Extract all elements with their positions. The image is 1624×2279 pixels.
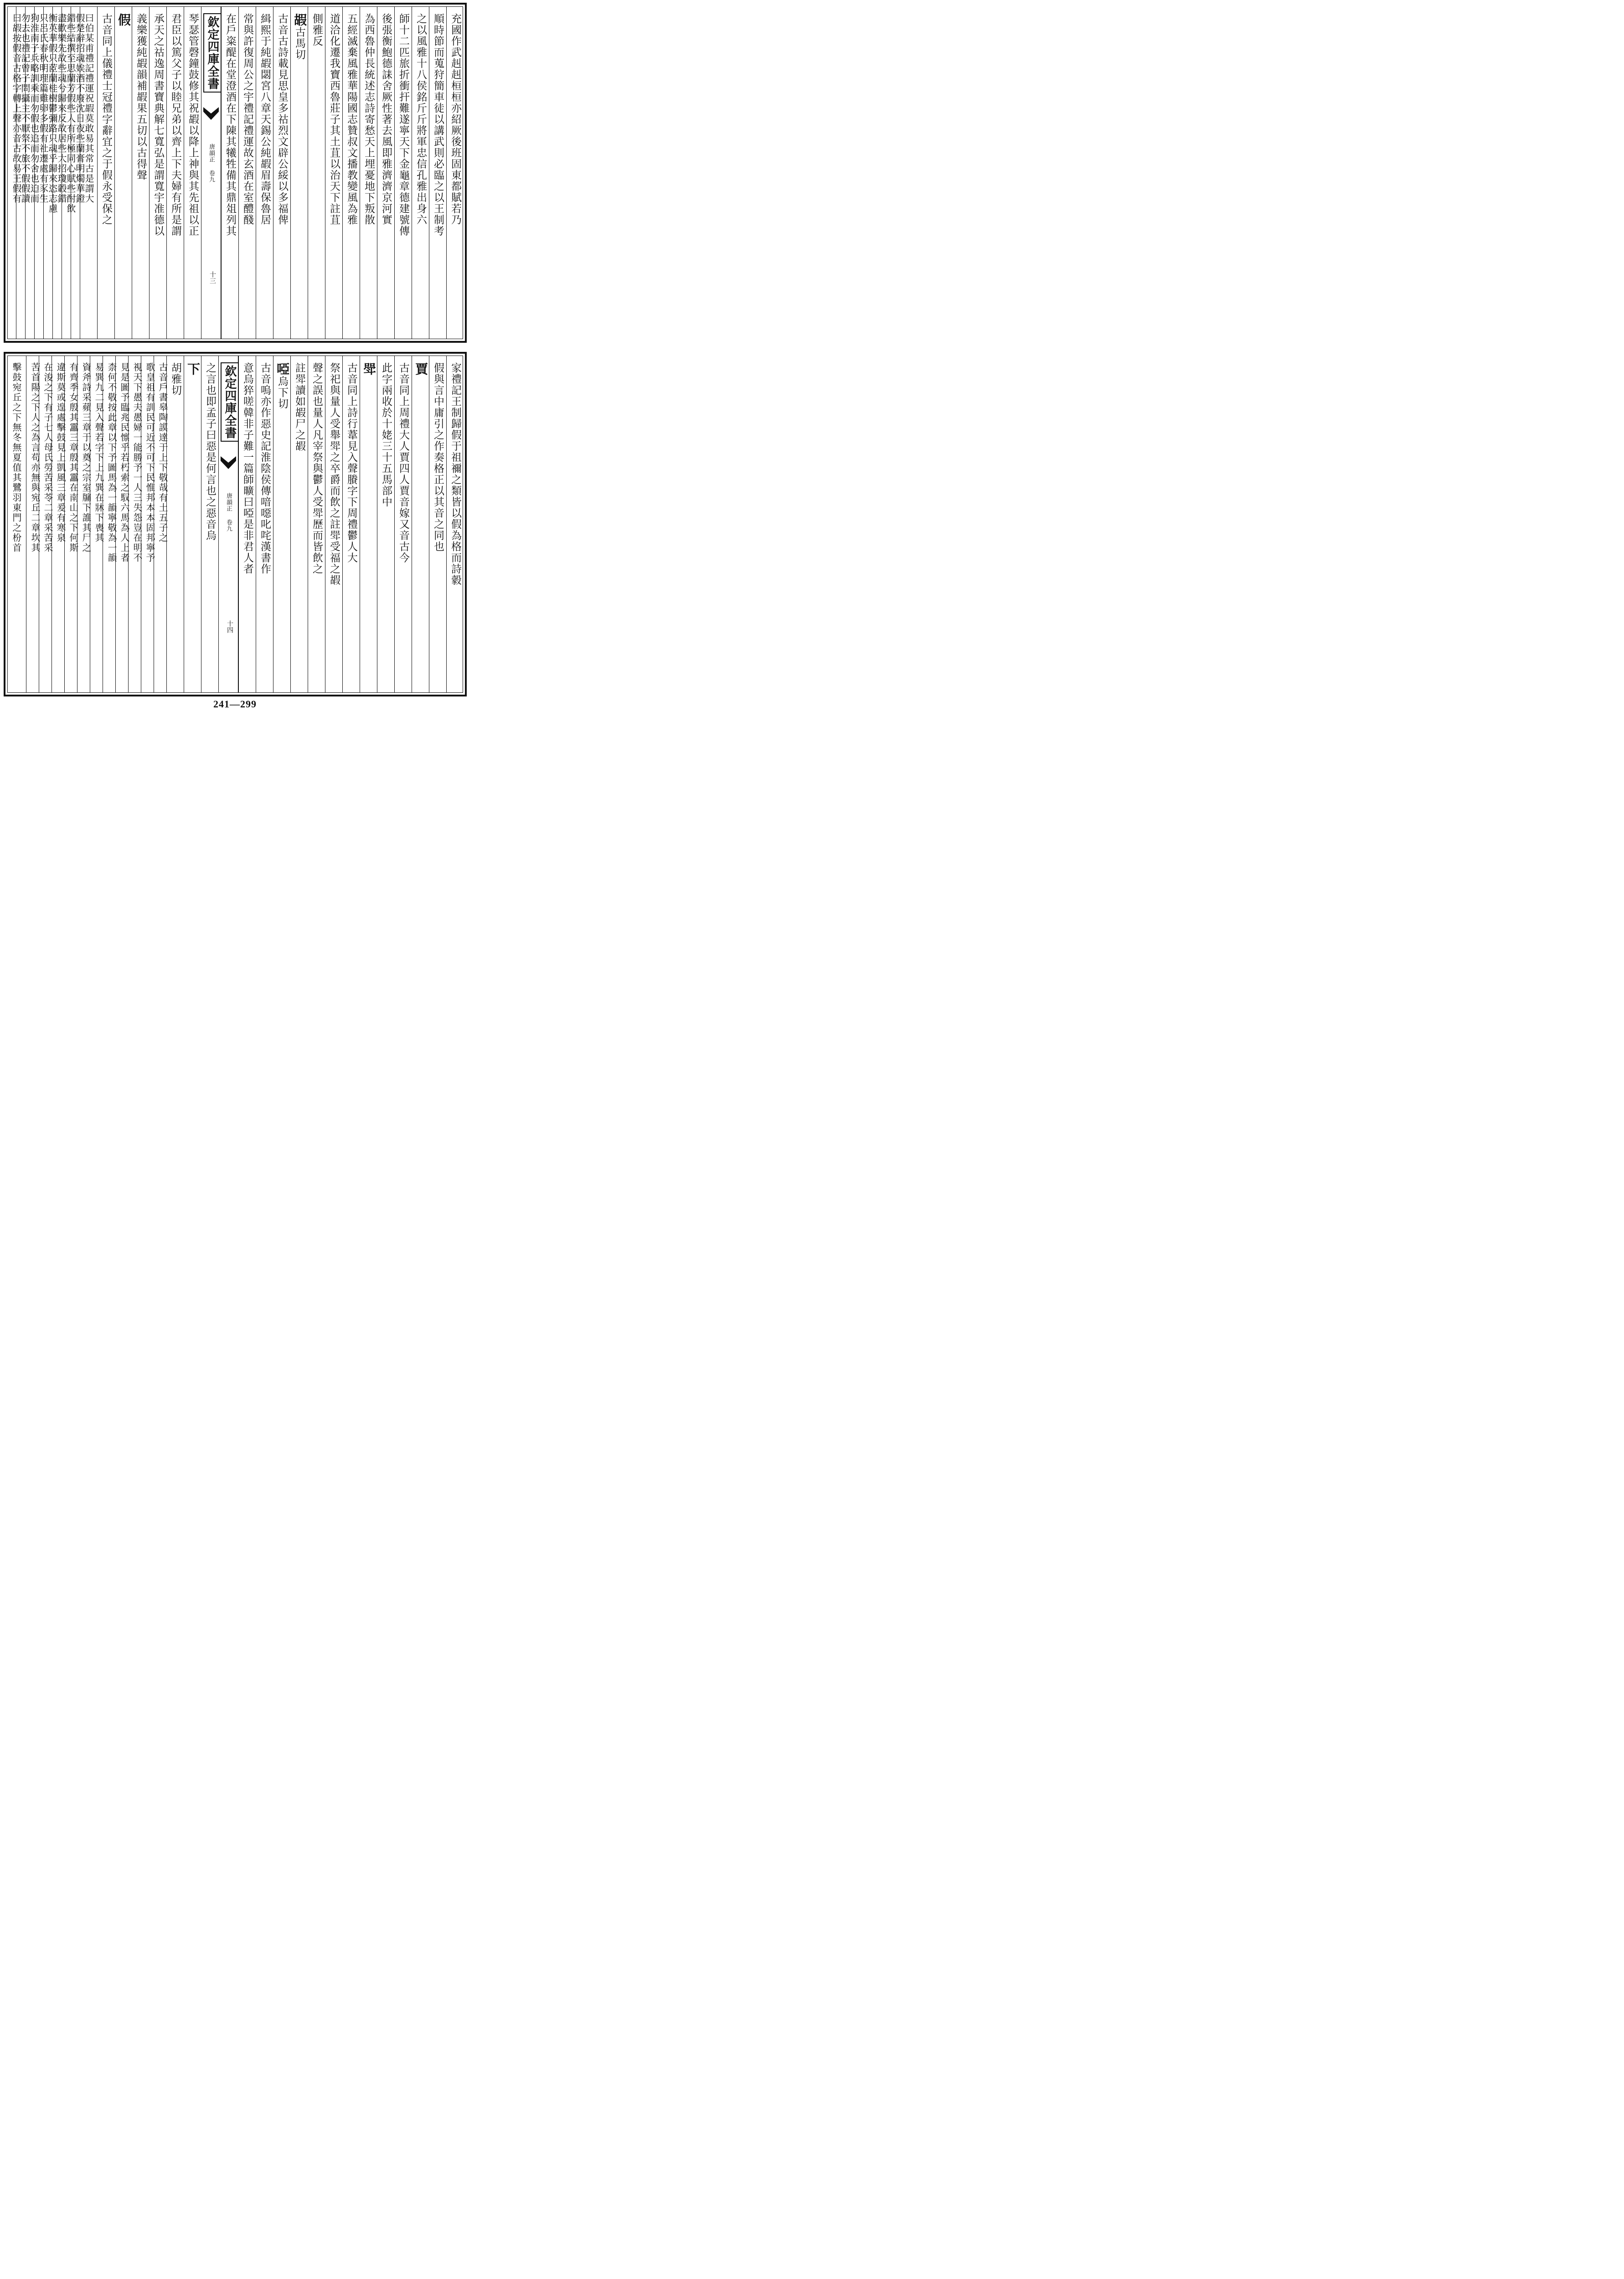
- bot-col-14: 歌皇祖有訓民可近不可下民惟邦本本固邦寧予: [141, 356, 154, 692]
- fish-tail-icon: [221, 456, 236, 470]
- book-title: 欽定四庫全書: [203, 13, 222, 93]
- bot-col-10: 意烏猝嗟韓非子難一篇師曠曰啞是非君人者: [238, 356, 256, 692]
- bot-col-4: 此字兩收於十姥三十五馬部中: [377, 356, 394, 692]
- bottom-page-frame: [7, 356, 463, 693]
- top-col-heading-gu: 嘏古馬切: [290, 7, 308, 339]
- bot-col-9: 古音嗚亦作惡史記淮陰侯傳喑噁叱咤漢書作: [256, 356, 273, 692]
- heading-ya: 啞: [275, 362, 290, 376]
- page-number: 十三: [209, 271, 216, 284]
- top-col-22: 盡歡樂先故些魂兮歸來反故居些大招瓊轂錯: [52, 7, 70, 339]
- bot-col-12: 胡雅切: [166, 356, 184, 692]
- heading-jia: 假: [116, 13, 131, 27]
- bot-col-7: 聲之誤也量人凡宰祭與鬱人受斝歷而皆飲之: [308, 356, 325, 692]
- bot-col-19: 資斧詩采蘋三章于以奠之宗室牖下誰其尸之: [77, 356, 90, 692]
- top-col-1: 充國作武赳赳桓桓亦紹厥後班固東都賦若乃: [446, 7, 464, 339]
- top-col-2: 順時節而蒐狩簡車徒以講武則必臨之以王制考: [429, 7, 446, 339]
- top-col-6: 為西魯仲長統述志詩寄愁天上埋憂地下叛散: [360, 7, 377, 339]
- bot-col-heading-jia3: [360, 356, 377, 692]
- top-col-7: 五經滅棄風雅華陽國志贊叔文播教變風為雅: [342, 7, 360, 339]
- bot-col-8: 註斝讀如嘏尸之嘏: [290, 356, 308, 692]
- heading-xia: 下: [186, 362, 201, 376]
- page-footer-number: 241—299: [213, 698, 257, 710]
- bot-col-heading-xia: [184, 356, 201, 692]
- top-col-heading-jia: [114, 7, 132, 339]
- top-col-19: 曰伯某甫禮記禮運祝嘏莫敢易其常古是謂大: [80, 7, 97, 339]
- top-col-9: 側雅反: [308, 7, 325, 339]
- top-col-8: 道洽化遷我寶西魯莊子其土苴以治天下註苴: [325, 7, 342, 339]
- bot-col-13: 古音戶書皋陶謨達于上下敬哉有土五子之: [154, 356, 166, 692]
- top-col-16: 承天之祜逸周書寶典解七寬弘是謂寬宇准德以: [149, 7, 166, 339]
- book-title-bottom: 欽定四庫全書: [221, 362, 239, 442]
- top-col-23: 衡英華假只茝蘭桂樹鬱彌路只魂乎歸來恣志慮: [43, 7, 61, 339]
- top-page: [4, 3, 467, 343]
- top-center-spine: 欽定四庫全書 唐韻正 卷九 十三: [201, 7, 221, 339]
- bot-col-20: 有齊季女殷其靁三章殷其靁在南山之下何斯: [64, 356, 77, 692]
- bot-col-23: 苦首陽之下人之為言苟亦無與宛丘二章坎其: [26, 356, 39, 692]
- bot-col-15: 視天下愚夫愚婦一能勝予一人三失怨豈在明不: [128, 356, 141, 692]
- bot-col-18: 易巽九二見入聲若字下上九巽在牀下喪其: [90, 356, 103, 692]
- top-col-27: 曰嘏按假音古格字轉上聲亦音古故易王假有: [11, 13, 22, 204]
- bot-col-5: 古音同上詩行葦見入聲賸字下周禮鬱人大: [342, 356, 360, 692]
- top-col-20: 假楚辭招魂娭酒不廢沈日夜些蘭膏明燭華鐙: [71, 7, 88, 339]
- heading-gu: 嘏: [292, 13, 307, 27]
- bot-col-heading-jia2: [412, 356, 429, 692]
- top-page-frame: [7, 6, 463, 339]
- bot-col-3: 古音同上周禮大人賈四人賈音嫁又音古今: [394, 356, 412, 692]
- heading-jia2: 賈: [413, 362, 428, 376]
- bot-col-16: 見是圖予臨兆民懔乎若朽索之馭六馬為人上者: [115, 356, 128, 692]
- page-number-bottom: 十四: [226, 620, 233, 633]
- top-col-11: 緝熙于純嘏閟宮八章天錫公純嘏眉壽保魯居: [256, 7, 273, 339]
- bot-col-heading-ya: 啞烏下切: [273, 356, 290, 692]
- top-col-5: 後張衡鮑德誄舍厥性著去風即雅濟濟京河實: [377, 7, 394, 339]
- bot-col-6: 祭祀與量人受舉斝之卒爵而飲之註斝受福之嘏: [325, 356, 342, 692]
- top-col-3: 之以風雅十八侯銘斤斤將軍忠信孔雅出身六: [412, 7, 429, 339]
- heading-jia3: 斝: [361, 362, 376, 376]
- top-col-18: 古音同上儀禮士冠禮字辭宜之于假永受保之: [97, 7, 114, 339]
- bottom-page: [4, 352, 467, 696]
- top-col-12: 常與許復周公之宇禮記禮運故玄酒在室醴醆: [238, 7, 256, 339]
- bottom-center-spine: 欽定四庫全書 唐韻正 卷九 十四: [218, 356, 238, 692]
- bot-col-11: 之言也即孟子曰惡是何言也之惡音烏: [201, 356, 218, 692]
- bot-col-17: 柰何不敬按此章以下予圖馬為一韻寧敬為一韻: [103, 356, 115, 692]
- top-col-26: 勿去也禮記曾子問攝主不厭祭不旅不假假讀: [16, 7, 25, 339]
- bot-col-22: 在浚之下有子七人母氏勞苦采苓二章采苦采: [39, 356, 52, 692]
- top-col-13: 在戶粢醍在堂澄酒在下陳其犧牲備其鼎俎列其: [221, 7, 238, 339]
- top-col-24: 只呂氏春秋明理篇雞卵多假有社遷處有豕生: [34, 7, 52, 339]
- top-col-10: 古音古詩載見思皇多祜烈文辟公綏以多福俾: [273, 7, 290, 339]
- bot-col-21: 違斯莫或遑處擊鼓見上凱風三章爰有寒泉: [52, 356, 64, 692]
- fish-tail-icon: [203, 107, 219, 121]
- top-col-21: 錯些結撰至思蘭芳假些人有所極同心賦些酎飲: [62, 7, 79, 339]
- bot-col-24: 擊鼓宛丘之下無冬無夏值其鷺羽東門之枌首: [11, 362, 22, 553]
- top-col-15: 君臣以篤父子以睦兄弟以齊上下夫婦有所是謂: [166, 7, 184, 339]
- top-col-25: 狗淮南子兵略訓乘而勿假也追而勿舍也迫而: [25, 7, 42, 339]
- bot-col-1: 家禮記王制歸假于祖禰之類皆以假為格而詩豰: [446, 356, 464, 692]
- top-col-4: 師十二匹旅折衝扞難遂寧天下金龜章德建號傳: [394, 7, 412, 339]
- bot-col-2: 假與言中庸引之作奏格正以其音之同也: [429, 356, 446, 692]
- top-col-17: 義樂獲純嘏韻補嘏果五切以古得聲: [132, 7, 149, 339]
- top-col-14: 琴瑟管磬鐘鼓修其祝嘏以降上神與其先祖以正: [184, 7, 201, 339]
